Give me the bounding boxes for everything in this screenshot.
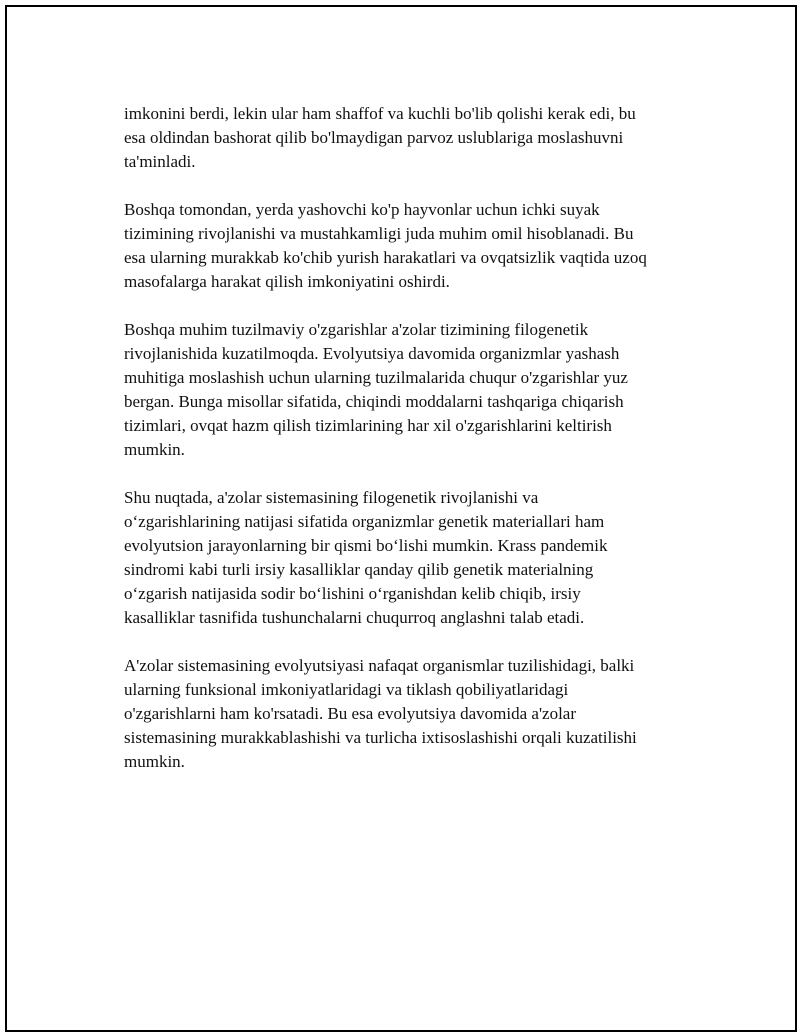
document-body (124, 102, 704, 798)
page-border (5, 5, 797, 1032)
paragraph-4: Shu nuqtada, a'zolar sistemasining filogenetik rivojlanishi va o‘zgarishlarining natijasi sifatida organizmlar genetik materiallari ham evolyutsion jarayonlarning bir qismi bo‘lishi mumkin. Krass pandemik sindromi kabi turli irsiy kasalliklar qanday qilib genetik materialning o‘zgarish natijasida sodir bo‘lishini o‘rganishdan kelib chiqib, irsiy kasalliklar tasnifida tushunchalarni chuqurroq anglashni talab etadi. (124, 488, 608, 627)
paragraph-2: Boshqa tomondan, yerda yashovchi ko'p hayvonlar uchun ichki suyak tizimining rivojlanishi va mustahkamligi juda muhim omil hisoblanadi. Bu esa ularning murakkab ko'chib yurish harakatlari va ovqatsizlik vaqtida uzoq masofalarga harakat qilish imkoniyatini oshirdi. (124, 200, 647, 291)
paragraph-1: imkonini berdi, lekin ular ham shaffof va kuchli bo'lib qolishi kerak edi, bu esa oldindan bashorat qilib bo'lmaydigan parvoz uslublariga moslashuvni ta'minladi. (124, 104, 636, 171)
paragraph-3: Boshqa muhim tuzilmaviy o'zgarishlar a'zolar tizimining filogenetik rivojlanishida kuzatilmoqda. Evolyutsiya davomida organizmlar yashash muhitiga moslashish uchun ularning tuzilmalarida chuqur o'zgarishlar yuz bergan. Bunga misollar sifatida, chiqindi moddalarni tashqariga chiqarish tizimlari, ovqat hazm qilish tizimlarining har xil o'zgarishlarini keltirish mumkin. (124, 320, 628, 459)
paragraph-5: A'zolar sistemasining evolyutsiyasi nafaqat organismlar tuzilishidagi, balki ularning funksional imkoniyatlaridagi va tiklash qobiliyatlaridagi o'zgarishlarni ham ko'rsatadi. Bu esa evolyutsiya davomida a'zolar sistemasining murakkablashishi va turlicha ixtisoslashishi orqali kuzatilishi mumkin. (124, 656, 637, 771)
